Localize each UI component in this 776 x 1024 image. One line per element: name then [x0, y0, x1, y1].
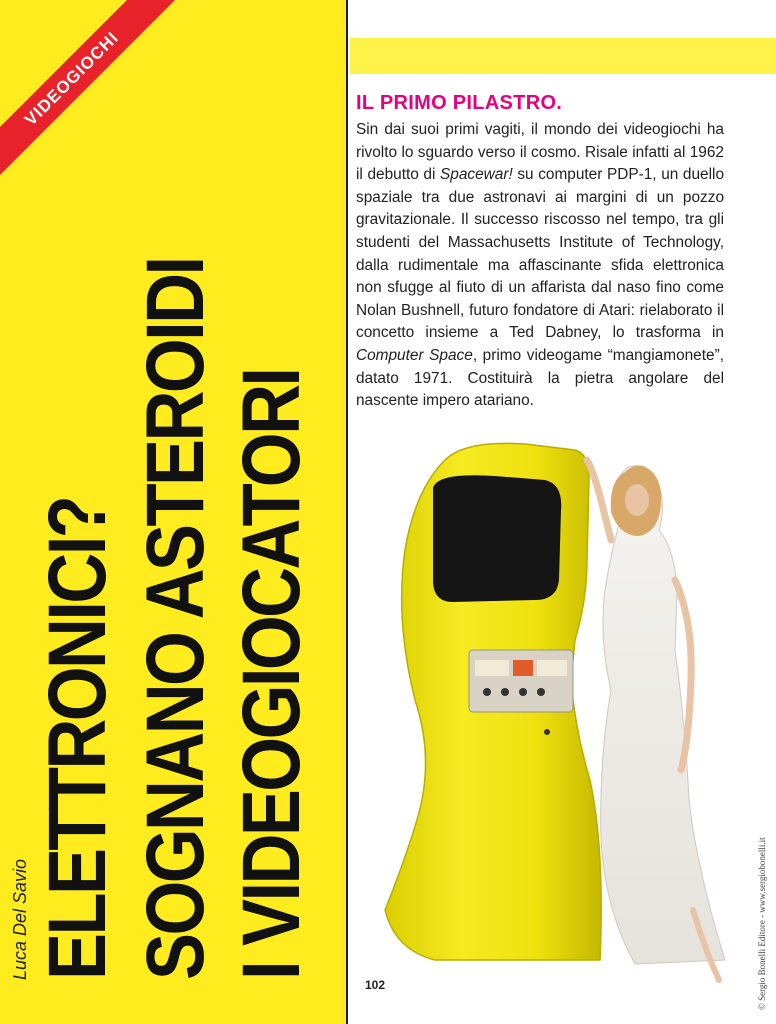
title-line-1: I VIDEOGIOCATORI: [226, 369, 317, 980]
cabinet: [385, 443, 601, 960]
article-body: [356, 119, 724, 413]
body-text-2: su computer PDP-1, un duello spaziale tra due astronavi ai margini di un pozzo gravitazionale. Il successo riscosso nel tempo, tra gli studenti del Massachusetts Institute of Technology, dalla rudimentale ma affascinante sfida elettronica non sfugge al fiuto di un affarista dal naso fino come Nolan Bushnell, futuro fondatore di Atari: rielaborato il concetto insieme a Ted Dabney, lo trasforma in: [356, 166, 725, 342]
work-title-spacewar: Spacewar!: [440, 166, 513, 184]
author-byline: Luca Del Savio: [10, 858, 30, 980]
page-number: 102: [365, 978, 386, 992]
section-label: VIDEOGIOCHI: [20, 27, 123, 130]
page-divider: [346, 0, 348, 1024]
body-text-3: , primo videogame “mangiamonete”, datato 1971. Costituirà la pietra angolare del nascente impero atariano.: [356, 346, 724, 410]
title-line-3: ELETTRONICI?: [32, 497, 123, 980]
article-heading: IL PRIMO PILASTRO.: [356, 92, 563, 114]
arcade-photo: [375, 440, 755, 1000]
body-text-1: Sin dai suoi primi vagiti, il mondo dei videogiochi ha rivolto lo sguardo verso il cosmo. Risale infatti al 1962 il debutto di: [356, 121, 724, 184]
work-title-computer-space: Computer Space: [356, 346, 473, 364]
title-panel: [0, 0, 346, 1024]
copyright-credit: © Sergio Bonelli Editore - www.sergiobonelli.it: [757, 837, 767, 1010]
article-column: [356, 92, 724, 413]
model-figure: [587, 460, 725, 980]
title-line-2: SOGNANO ASTEROIDI: [130, 258, 221, 980]
header-band: [350, 38, 776, 74]
article-title: [0, 10, 346, 1010]
